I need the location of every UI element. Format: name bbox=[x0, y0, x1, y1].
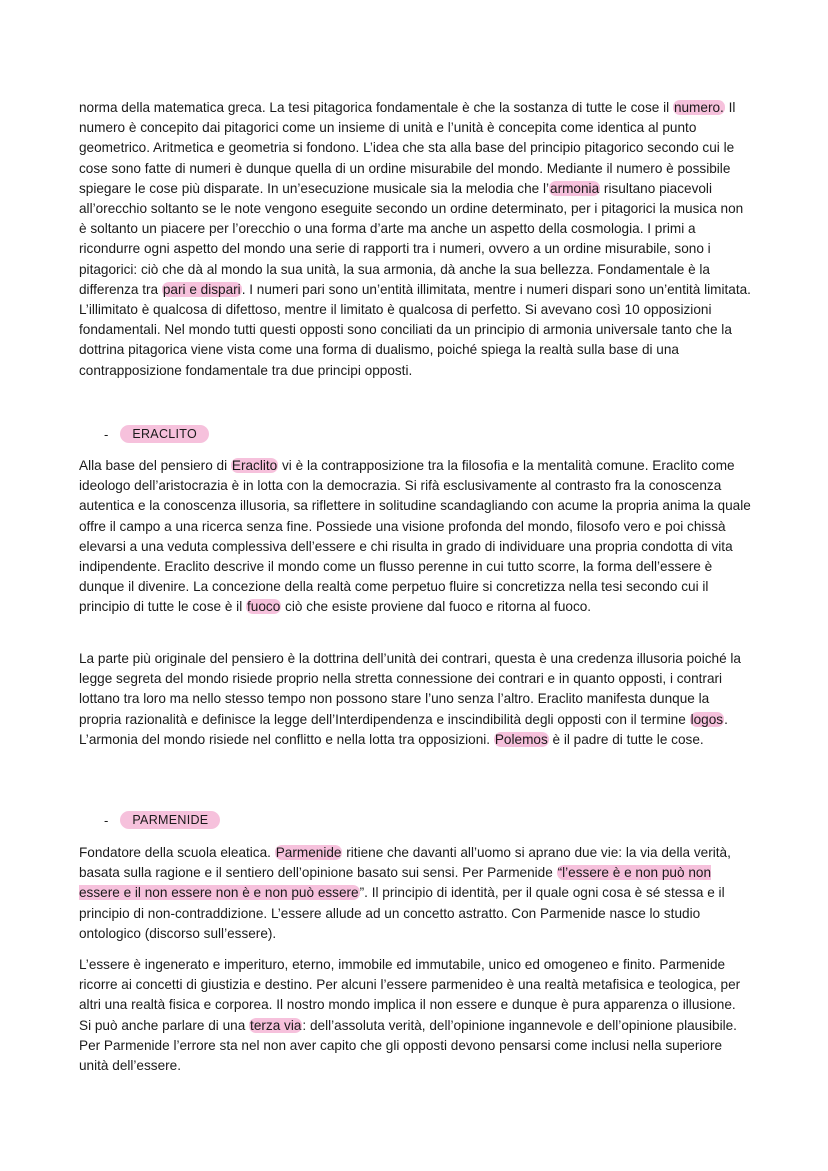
section-heading-eraclito bbox=[104, 425, 209, 443]
highlighted-term: “l’essere è e non può non essere e il non essere non è e non può essere bbox=[79, 865, 712, 901]
highlighted-term: fuoco bbox=[247, 599, 281, 615]
highlighted-term: terza via bbox=[250, 1017, 302, 1033]
highlighted-term: armonia bbox=[550, 180, 600, 196]
highlighted-term: Polemos bbox=[494, 731, 548, 747]
parmenide-paragraph-1: Fondatore della scuola eleatica. Parmenide ritiene che davanti all’uomo si aprano due vie: la via della verità, basata sulla ragione e il sentiero dell’opinione basato sui sensi. Per Parmenide “l’essere è e non può non essere e il non essere non è e non può essere”. Il principio di identità, per il quale ogni cosa è sé stessa e il principio di non-contraddizione. L’essere allude ad un concetto astratto. Con Parmenide nasce lo studio ontologico (discorso sull’essere). bbox=[79, 845, 731, 941]
pitagorici-paragraph: norma della matematica greca. La tesi pitagorica fondamentale è che la sostanza di tutte le cose il numero. Il numero è concepito dai pitagorici come un insieme di unità e l’unità è concepita come identica al punto geometrico. Aritmetica e geometria si fondono. L’idea che sta alla base del principio pitagorico secondo cui le cose sono fatte di numeri è dunque quella di un ordine misurabile del mondo. Mediante il numero è possibile spiegare le cose più disparate. In un’esecuzione musicale sia la melodia che l’armonia risultano piacevoli all’orecchio soltanto se le note vengono eseguite secondo un ordine determinato, per i pitagorici la musica non è soltanto un piacere per l’orecchio o una forma d’arte ma anche un aspetto della cosmologia. I primi a ricondurre ogni aspetto del mondo una serie di rapporti tra i numeri, ovvero a un ordine misurabile, sono i pitagorici: ciò che dà al mondo la sua unità, la sua armonia, dà anche la sua bellezza. Fondamentale è la differenza tra pari e dispari. I numeri pari sono un’entità illimitata, mentre i numeri dispari sono un’entità limitata. L’illimitato è qualcosa di difettoso, mentre il limitato è qualcosa di perfetto. Si avevano così 10 opposizioni fondamentali. Nel mondo tutti questi opposti sono conciliati da un principio di armonia universale tanto che la dottrina pitagorica viene vista come una forma di dualismo, poiché spiega la realtà sulla base di una contrapposizione fondamentale tra due principi opposti. bbox=[79, 100, 751, 378]
eraclito-paragraph-2: La parte più originale del pensiero è la dottrina dell’unità dei contrari, questa è una credenza illusoria poiché la legge segreta del mondo risiede proprio nella stretta connessione dei contrari e in quanto opposti, i contrari lottano tra loro ma nello stesso tempo non possono stare l’uno senza l’altro. Eraclito manifesta dunque la propria razionalità e definisce la legge dell’Interdipendenza e inscindibilità degli opposti con il termine logos. L’armonia del mondo risiede nel conflitto e nella lotta tra opposizioni. Polemos è il padre di tutte le cose. bbox=[79, 651, 741, 747]
parmenide-title: PARMENIDE bbox=[120, 811, 220, 829]
highlighted-term: logos bbox=[690, 711, 724, 727]
eraclito-title: ERACLITO bbox=[120, 425, 209, 443]
highlighted-term: Parmenide bbox=[275, 845, 342, 860]
section-heading-parmenide bbox=[104, 811, 220, 829]
highlighted-term: numero. bbox=[673, 100, 724, 115]
eraclito-paragraph-1: Alla base del pensiero di Eraclito vi è la contrapposizione tra la filosofia e la mentalità comune. Eraclito come ideologo dell’aristocrazia è in lotta con la democrazia. Si rifà esclusivamente al contrasto fra la conoscenza autentica e la conoscenza illusoria, sa riflettere in solitudine scandagliando con acume la propria anima la quale offre il campo a una ricerca senza fine. Possiede una visione profonda del mondo, filosofo vero e poi chissà elevarsi a una veduta complessiva dell’essere e chi risulta in grado di individuare una propria condotta di vita indipendente. Eraclito descrive il mondo come un flusso perenne in cui tutto scorre, la forma dell’essere è dunque il divenire. La concezione della realtà come perpetuo fluire si concretizza nella tesi secondo cui il principio di tutte le cose è il fuoco ciò che esiste proviene dal fuoco e ritorna al fuoco. bbox=[79, 458, 751, 615]
bullet-dash: - bbox=[104, 426, 109, 442]
highlighted-term: Eraclito bbox=[231, 458, 278, 473]
parmenide-paragraph-2: L’essere è ingenerato e imperituro, eterno, immobile ed immutabile, unico ed omogeneo e finito. Parmenide ricorre ai concetti di giustizia e destino. Per alcuni l’essere parmenideo è una realtà metafisica e teologica, per altri una realtà fisica e corporea. Il nostro mondo implica il non essere e dunque è pura apparenza o illusione. Si può anche parlare di una terza via: dell’assoluta verità, dell’opinione ingannevole e dell’opinione plausibile. Per Parmenide l’errore sta nel non aver capito che gli opposti devono pensarsi come inclusi nella superiore unità dell’essere. bbox=[79, 957, 741, 1074]
bullet-dash: - bbox=[104, 812, 109, 828]
highlighted-term: pari e dispari bbox=[162, 281, 241, 297]
